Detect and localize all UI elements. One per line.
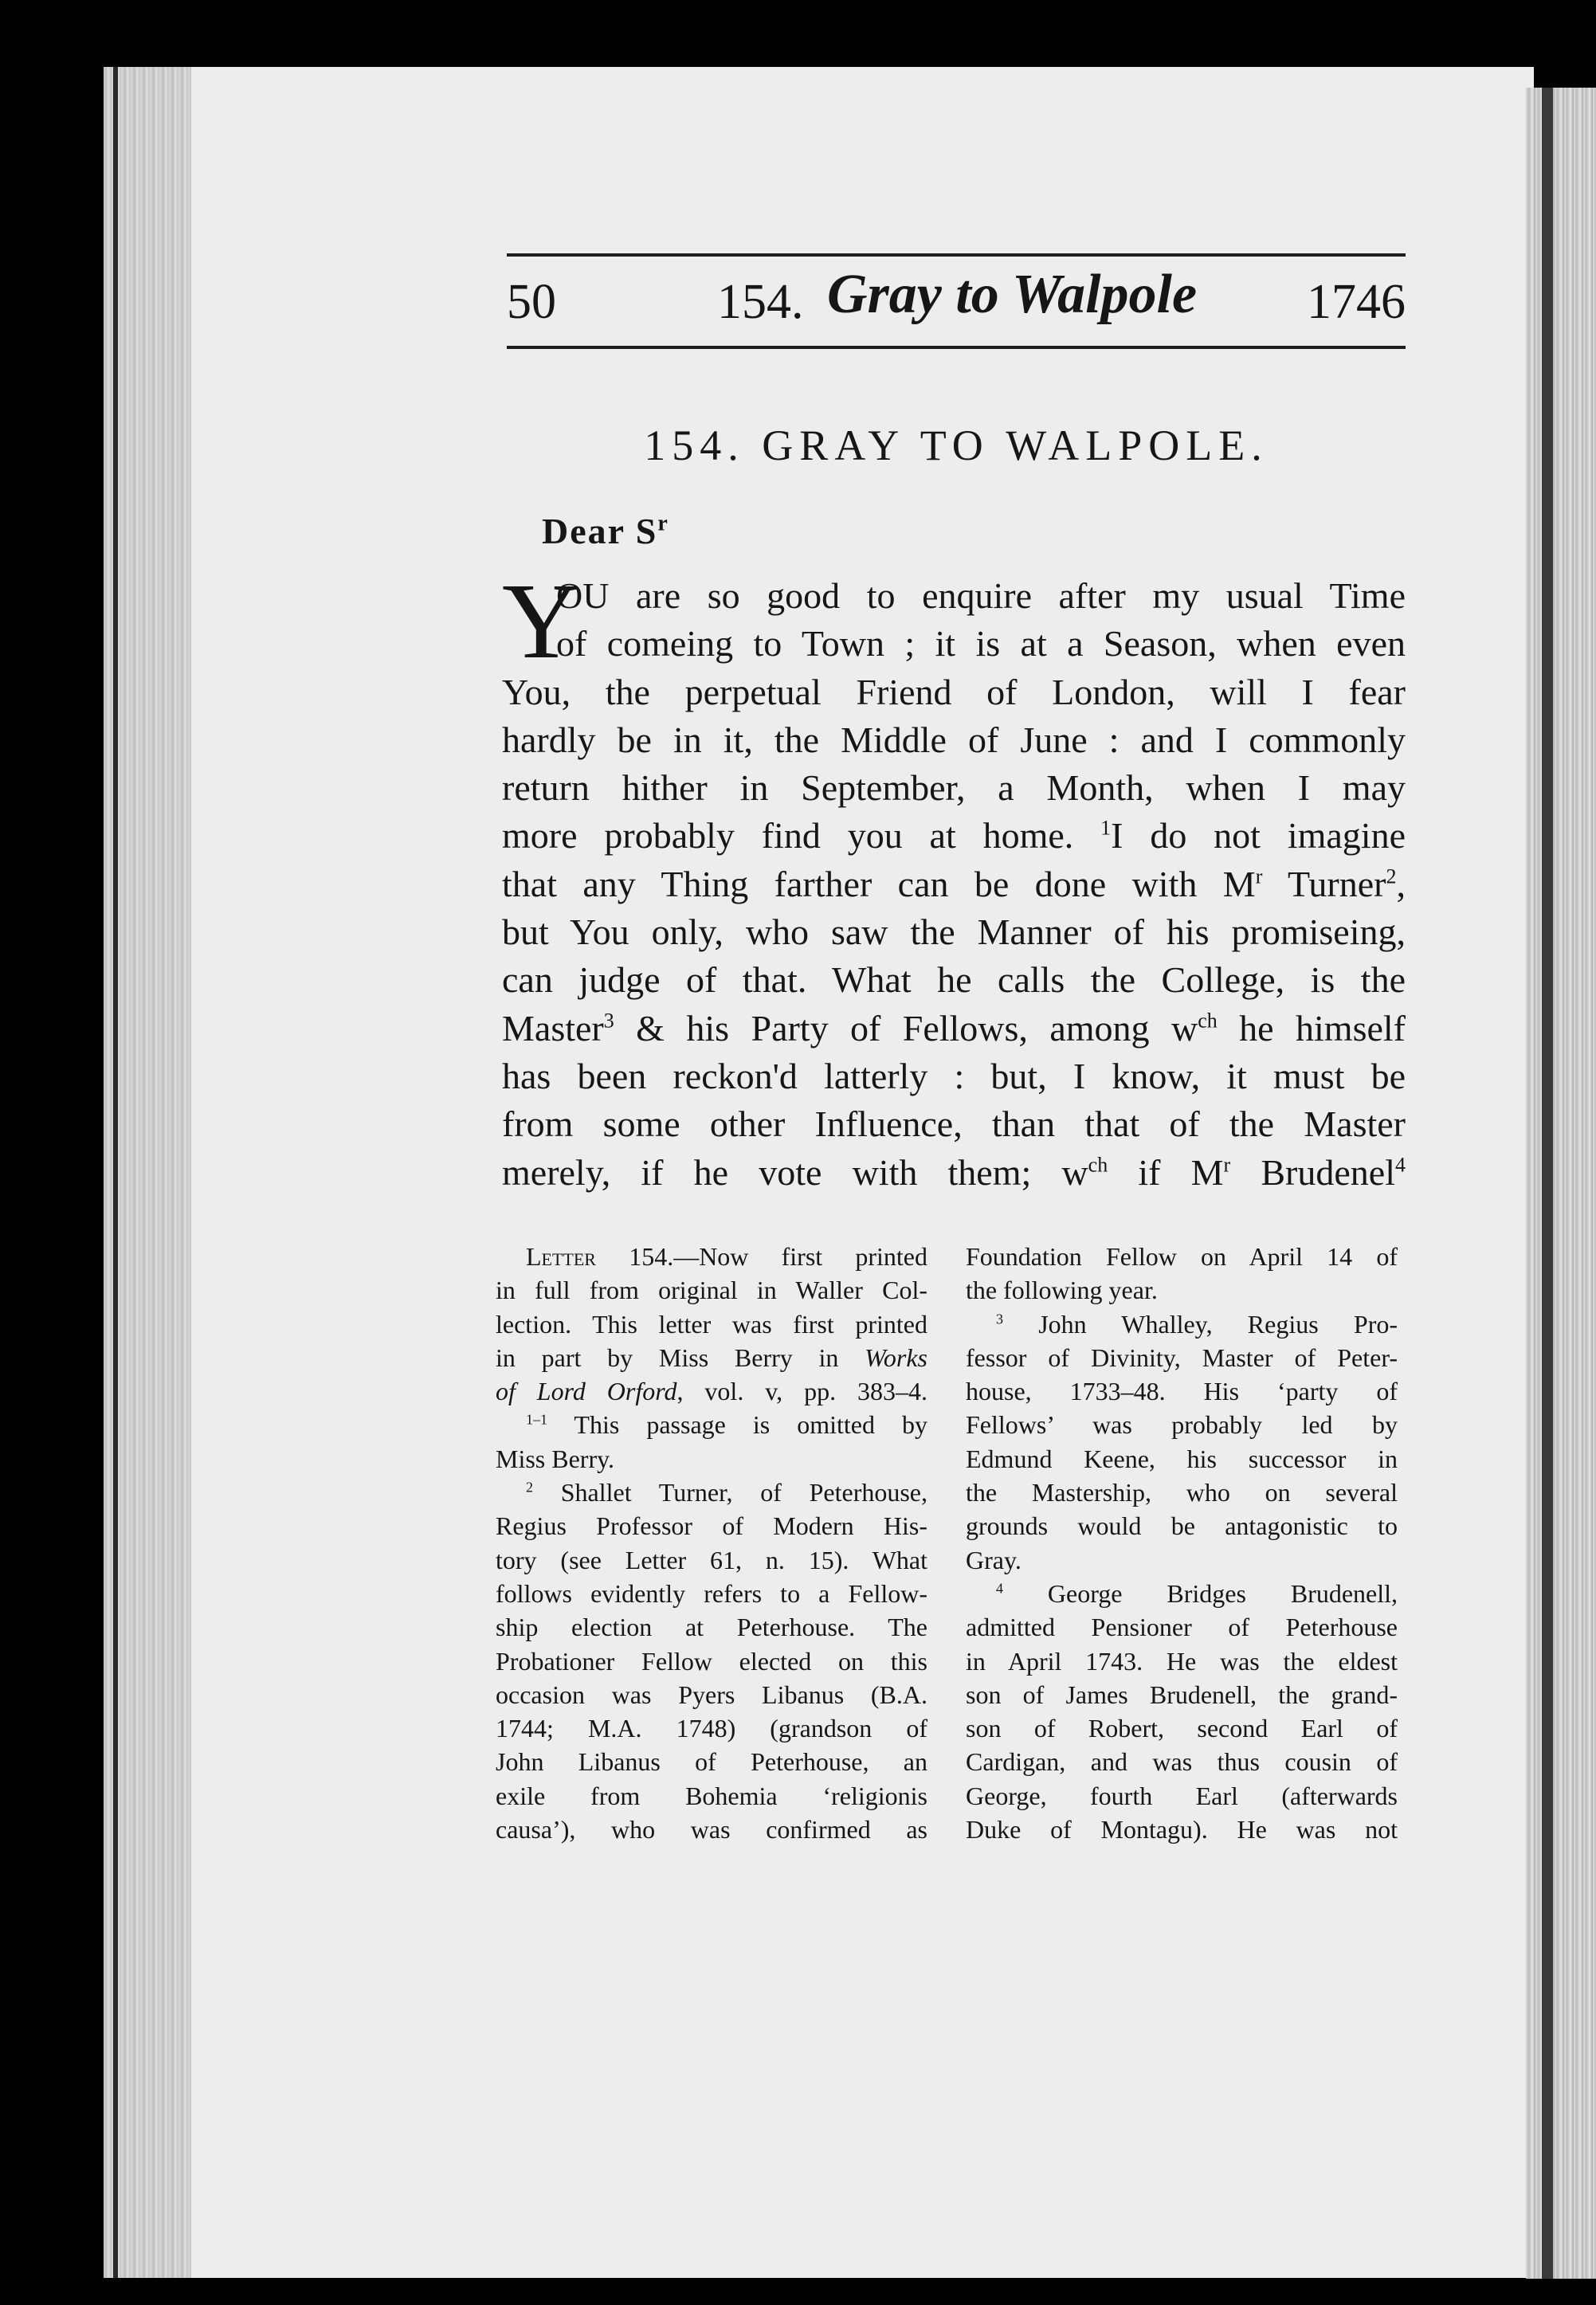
footnote-line — [496, 1644, 927, 1678]
footnote-text: This passage is omitted by — [547, 1410, 927, 1440]
footnote-number: 4 — [996, 1580, 1003, 1597]
body-text: OU are so good to enquire after my usual Time — [556, 575, 1406, 616]
footnote-line — [966, 1678, 1398, 1711]
body-line — [502, 812, 1406, 860]
body-text: more probably find you at home. — [502, 815, 1101, 857]
footnote-line — [496, 1273, 927, 1307]
footnotes-left-column — [496, 1240, 927, 1846]
footnote-text: Edmund Keene, his successor in — [966, 1444, 1398, 1473]
footnote-text: house, 1733–48. His ‘party of — [966, 1377, 1398, 1406]
body-line — [502, 716, 1406, 764]
footnote-text: George Bridges Brudenell, — [1003, 1578, 1398, 1608]
footnote-ref: 1 — [1100, 817, 1112, 841]
running-head-letter-number: 154. — [717, 275, 804, 329]
body-text: of comeing to Town ; it is at a Season, when even — [556, 623, 1406, 664]
footnote-ref: ch — [1088, 1153, 1108, 1177]
body-text: he himself — [1217, 1007, 1406, 1049]
footnote-italic: Works — [865, 1343, 927, 1372]
footnote-text: Fellows’ was probably led by — [966, 1410, 1398, 1440]
footnote-line — [496, 1711, 927, 1745]
footnotes-right-column — [966, 1240, 1398, 1846]
footnote-text: Miss Berry. — [496, 1444, 615, 1473]
body-text: You, the perpetual Friend of London, will I fear — [502, 671, 1406, 712]
footnote-text: , vol. v, pp. 383–4. — [676, 1377, 928, 1406]
footnote-line — [966, 1273, 1398, 1307]
footnote-text: in full from original in Waller Col- — [496, 1276, 927, 1305]
header-rule-top — [507, 253, 1406, 257]
footnote-text: Duke of Montagu). He was not — [966, 1815, 1398, 1844]
footnote-italic: of Lord Orford — [496, 1377, 677, 1406]
footnote-text: follows evidently refers to a Fellow- — [496, 1578, 927, 1608]
footnote-ref: 3 — [603, 1009, 614, 1033]
body-line — [502, 908, 1406, 956]
footnote-text: son of James Brudenell, the grand- — [966, 1680, 1398, 1709]
footnote-text: lection. This letter was first printed — [496, 1309, 927, 1339]
footnote-line — [966, 1644, 1398, 1678]
footnote-text: the Mastership, who on several — [966, 1478, 1398, 1507]
footnote-line — [966, 1374, 1398, 1408]
footnote-line — [966, 1779, 1398, 1813]
footnote-text: ship election at Peterhouse. The — [496, 1613, 927, 1642]
body-text: can judge of that. What he calls the College, is the — [502, 959, 1406, 1001]
footnote-text: John Whalley, Regius Pro- — [1003, 1309, 1398, 1339]
footnote-ref: r — [1255, 864, 1263, 888]
letter-heading: 154. GRAY TO WALPOLE. — [644, 421, 1269, 469]
body-text: merely, if he vote with them; w — [502, 1151, 1088, 1193]
footnote-line — [966, 1240, 1398, 1273]
body-text: return hither in September, a Month, when I may — [502, 767, 1406, 809]
footnote-number: 1–1 — [526, 1411, 547, 1428]
footnote-text: Shallet Turner, of Peterhouse, — [533, 1478, 927, 1507]
body-text: Turner — [1262, 863, 1386, 904]
body-text: hardly be in it, the Middle of June : and I commonly — [502, 719, 1406, 760]
footnote-text: Cardigan, and was thus cousin of — [966, 1747, 1398, 1777]
body-line — [502, 1053, 1406, 1100]
running-head — [507, 263, 1406, 343]
footnote-line — [966, 1476, 1398, 1509]
page-number: 50 — [507, 275, 556, 329]
footnote-text: Foundation Fellow on April 14 of — [966, 1242, 1398, 1271]
page-edges — [1526, 88, 1596, 2279]
body-line — [502, 668, 1406, 716]
footnote-line — [966, 1442, 1398, 1476]
body-line — [502, 764, 1406, 812]
footnote-text: admitted Pensioner of Peterhouse — [966, 1613, 1398, 1642]
body-text: but You only, who saw the Manner of his promiseing, — [502, 911, 1406, 953]
footnote-line — [966, 1813, 1398, 1846]
body-line — [502, 620, 1406, 668]
footnote-text: in part by Miss Berry in — [496, 1343, 865, 1372]
footnote-line — [966, 1509, 1398, 1543]
footnote-number: 2 — [526, 1479, 533, 1496]
footnote-line — [496, 1307, 927, 1341]
body-text: , — [1396, 863, 1406, 904]
footnote-text: John Libanus of Peterhouse, an — [496, 1747, 927, 1777]
footnote-text: Gray. — [966, 1545, 1022, 1574]
footnote-text: George, fourth Earl (afterwards — [966, 1781, 1398, 1810]
footnote-text: in April 1743. He was the eldest — [966, 1646, 1398, 1676]
footnote-ref: 4 — [1395, 1153, 1406, 1177]
footnote-text: exile from Bohemia ‘religionis — [496, 1781, 927, 1810]
drop-cap: Y — [502, 562, 581, 681]
salutation-sup: r — [657, 511, 669, 536]
footnote-text: causa’), who was confirmed as — [496, 1815, 927, 1844]
page-edge-shadow — [1542, 88, 1553, 2279]
footnote-line — [496, 1779, 927, 1813]
footnote-text: son of Robert, second Earl of — [966, 1714, 1398, 1743]
footnote-line — [496, 1408, 927, 1441]
salutation — [542, 510, 669, 552]
running-head-year: 1746 — [1307, 275, 1406, 329]
footnote-line — [966, 1745, 1398, 1778]
footnote-line — [496, 1678, 927, 1711]
footnote-line — [496, 1610, 927, 1644]
body-line — [502, 572, 1406, 620]
body-text: has been reckon'd latterly : but, I know, it must be — [502, 1055, 1406, 1096]
footnote-text: 1744; M.A. 1748) (grandson of — [496, 1714, 927, 1743]
footnote-ref: r — [1223, 1153, 1231, 1177]
footnote-line — [966, 1610, 1398, 1644]
body-text: if M — [1108, 1151, 1224, 1193]
footnote-text: occasion was Pyers Libanus (B.A. — [496, 1680, 927, 1709]
footnote-line — [496, 1745, 927, 1778]
body-line — [502, 956, 1406, 1004]
body-line — [502, 1149, 1406, 1197]
footnote-text: the following year. — [966, 1276, 1158, 1305]
footnote-line — [966, 1577, 1398, 1610]
body-text: Brudenel — [1230, 1151, 1395, 1193]
footnote-text: tory (see Letter 61, n. 15). What — [496, 1545, 927, 1574]
letter-body-lines — [502, 572, 1406, 1197]
footnote-line — [966, 1341, 1398, 1374]
footnote-text: fessor of Divinity, Master of Peter- — [966, 1343, 1398, 1372]
body-text: I do not imagine — [1111, 815, 1406, 857]
footnote-text: Probationer Fellow elected on this — [496, 1646, 927, 1676]
footnote-line — [496, 1476, 927, 1509]
body-text: from some other Influence, than that of the Master — [502, 1103, 1406, 1145]
footnote-smallcaps: Letter — [526, 1242, 596, 1271]
body-line — [502, 1100, 1406, 1148]
footnote-line — [496, 1341, 927, 1374]
footnote-line — [496, 1577, 927, 1610]
footnote-text: grounds would be antagonistic to — [966, 1511, 1398, 1541]
body-text: that any Thing farther can be done with M — [502, 863, 1256, 904]
footnote-ref: 2 — [1386, 864, 1397, 888]
body-text: Master — [502, 1007, 604, 1049]
footnote-line — [966, 1307, 1398, 1341]
book-spine — [113, 67, 118, 2278]
footnote-number: 3 — [996, 1310, 1003, 1327]
footnote-line — [496, 1543, 927, 1577]
salutation-text: Dear S — [542, 511, 658, 551]
footnote-ref: ch — [1198, 1009, 1218, 1033]
header-rule-bottom — [507, 346, 1406, 349]
footnote-line — [496, 1813, 927, 1846]
footnote-line — [966, 1543, 1398, 1577]
body-text: & his Party of Fellows, among w — [614, 1007, 1198, 1049]
footnote-line — [496, 1442, 927, 1476]
footnote-text: 154.—Now first printed — [595, 1242, 927, 1271]
footnote-line — [966, 1711, 1398, 1745]
running-head-title: Gray to Walpole — [827, 264, 1198, 325]
footnote-line — [496, 1509, 927, 1543]
footnote-text: Regius Professor of Modern His- — [496, 1511, 927, 1541]
body-line — [502, 860, 1406, 908]
footnote-line — [496, 1374, 927, 1408]
letter-body — [502, 562, 1406, 1197]
footnote-line — [966, 1408, 1398, 1441]
footnote-line — [496, 1240, 927, 1273]
body-line — [502, 1005, 1406, 1053]
